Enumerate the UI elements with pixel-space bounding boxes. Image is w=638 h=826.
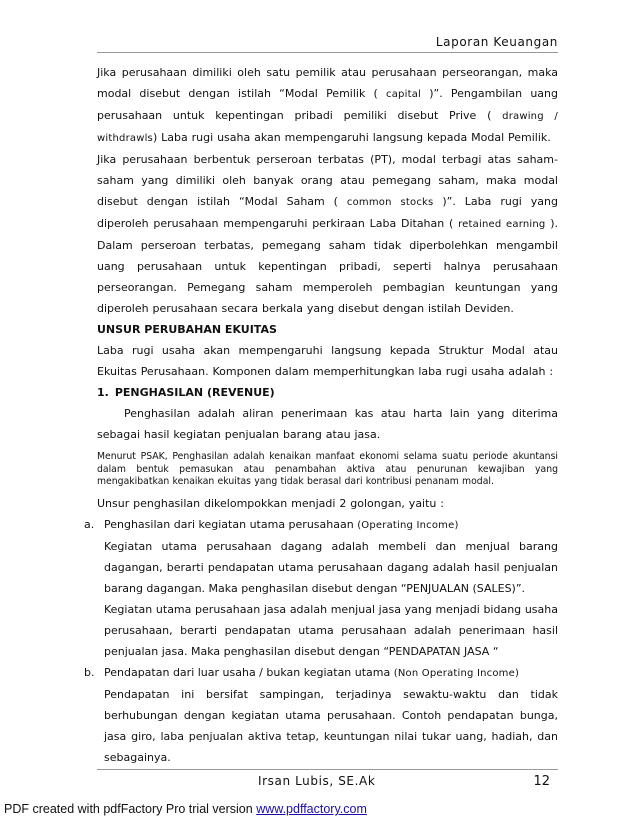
list-item	[84, 662, 558, 768]
header-rule	[97, 52, 558, 53]
list-item-title: Pendapatan dari luar usaha / bukan kegiatan utama (Non Operating Income)	[104, 665, 520, 679]
list-item-paragraph: Pendapatan ini bersifat sampingan, terjadinya sewaktu-waktu dan tidak berhubungan dengan kegiatan utama perusahaan. Contoh pendapatan bunga, jasa giro, laba penjualan aktiva tetap, keuntungan nilai tukar uang, hadiah, dan sebagainya.	[104, 687, 558, 764]
list-marker: b.	[84, 665, 95, 679]
section-heading: UNSUR PERUBAHAN EKUITAS	[97, 323, 277, 336]
list-marker: a.	[84, 517, 95, 531]
psak-note: Menurut PSAK, Penghasilan adalah kenaikan manfaat ekonomi selama suatu periode akuntansi dalam bentuk pemasukan atau penambahan aktiva atau penurunan kewajiban yang mengakibatkan kenaikan ekuitas yang tidak berasal dari kontribusi penanam modal.	[97, 451, 558, 488]
revenue-groups-list	[84, 514, 558, 768]
section-paragraph: Laba rugi usaha akan mempengaruhi langsung kepada Struktur Modal atau Ekuitas Perusahaan. Komponen dalam memperhitungkan laba rugi usaha adalah :	[97, 344, 558, 378]
list-item-paragraph: Kegiatan utama perusahaan dagang adalah membeli dan menjual barang dagangan, berarti pendapatan utama perusahaan dagang adalah hasil penjualan barang dagangan. Maka penghasilan disebut dengan “PENJUALAN (SALES)”.	[104, 539, 558, 595]
footer-rule	[97, 769, 558, 770]
page-header-title: Laporan Keuangan	[435, 35, 558, 49]
item-1-title: PENGHASILAN (REVENUE)	[114, 386, 275, 399]
pdffactory-link[interactable]: www.pdffactory.com	[256, 802, 367, 816]
page-number: 12	[533, 774, 550, 789]
revenue-definition: Penghasilan adalah aliran penerimaan kas atau harta lain yang diterima sebagai hasil kegiatan penjualan barang atau jasa.	[97, 407, 558, 441]
pdf-note-text: PDF created with pdfFactory Pro trial version	[4, 802, 257, 816]
groups-intro: Unsur penghasilan dikelompokkan menjadi 2 golongan, yaitu :	[97, 496, 445, 510]
item-1-number: 1.	[97, 386, 109, 399]
intro-paragraph-1: Jika perusahaan dimiliki oleh satu pemilik atau perusahaan perseorangan, maka modal disebut dengan istilah “Modal Pemilik ( capital )”. Pengambilan uang perusahaan untuk kepentingan pribadi pemiliki disebut Prive ( drawing / withdrawls) Laba rugi usaha akan mempengaruhi langsung kepada Modal Pemilik.	[97, 66, 558, 144]
list-item	[84, 514, 558, 662]
intro-paragraph-2: Jika perusahaan berbentuk perseroan terbatas (PT), modal terbagi atas saham-saham yang dimiliki oleh banyak orang atau pemegang saham, maka modal disebut dengan istilah “Modal Saham ( common stocks )”. Laba rugi yang diperoleh perusahaan mempengaruhi perkiraan Laba Ditahan ( retained earning ). Dalam perseroan terbatas, pemegang saham tidak diperbolehkan mengambil uang perusahaan untuk kepentingan pribadi, seperti halnya perusahaan perseorangan. Pemegang saham memperoleh pembagian keuntungan yang diperoleh perusahaan secara berkala yang disebut dengan istilah Deviden.	[97, 153, 559, 315]
pdf-creator-note	[4, 802, 367, 816]
page-body	[84, 62, 559, 768]
list-item-title: Penghasilan dari kegiatan utama perusahaan (Operating Income)	[104, 517, 459, 531]
item-1-heading	[97, 382, 558, 403]
list-item-paragraph: Kegiatan utama perusahaan jasa adalah menjual jasa yang menjadi bidang usaha perusahaan, berarti pendapatan utama perusahaan adalah penerimaan hasil penjualan jasa. Maka penghasilan disebut dengan “PENDAPATAN JASA “	[104, 602, 558, 658]
footer-author: Irsan Lubis, SE.Ak	[258, 774, 376, 788]
